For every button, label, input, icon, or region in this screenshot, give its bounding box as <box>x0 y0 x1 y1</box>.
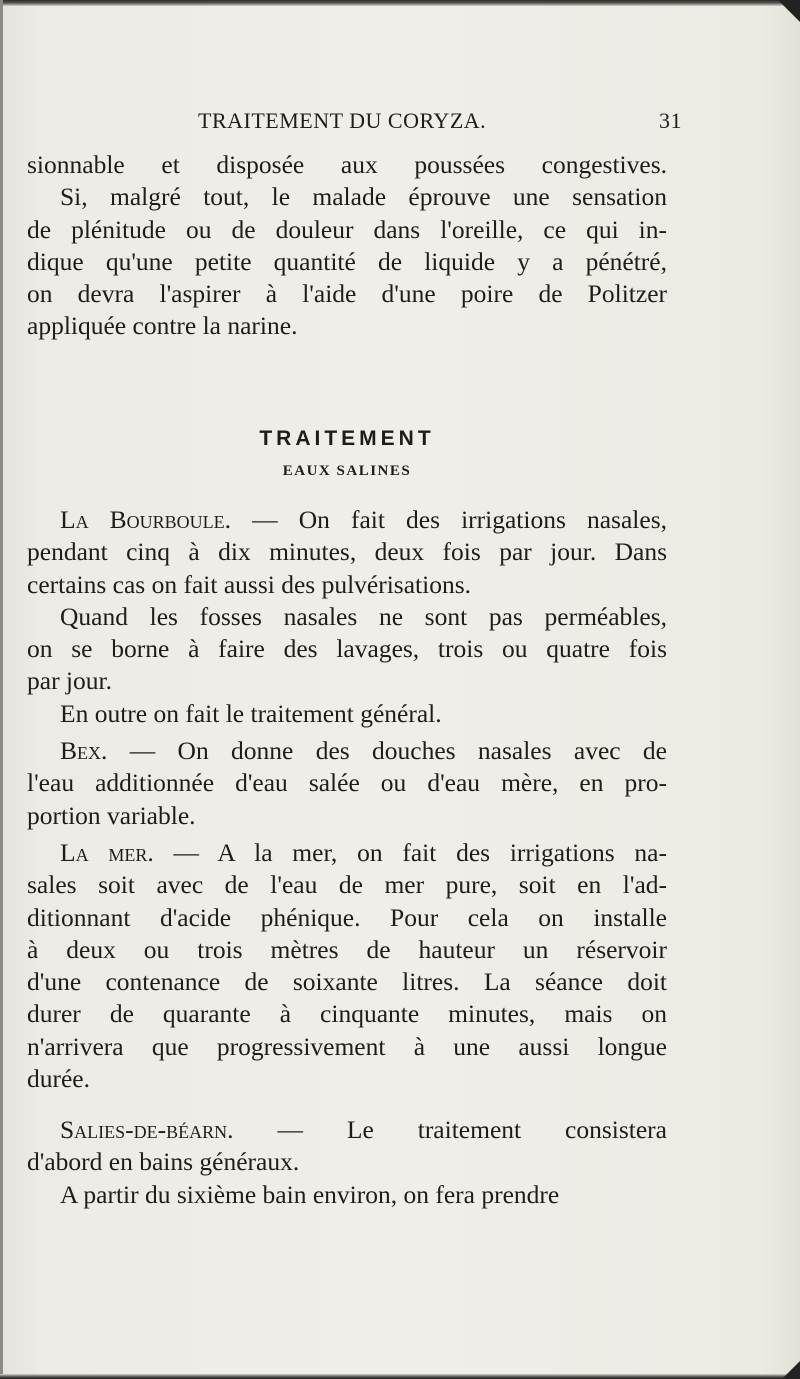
text-line: n'arrivera que progressivement à une aussi longue <box>27 1031 667 1061</box>
page-corner-top-right <box>778 0 800 22</box>
text-line: durée. <box>27 1064 91 1094</box>
text-line <box>27 1114 667 1146</box>
text-line: appliquée contre la narine. <box>27 311 298 341</box>
text-line: sionnable et disposée aux poussées congestives. <box>27 150 667 179</box>
page-bottom-edge <box>0 1374 800 1379</box>
text-line <box>27 837 667 869</box>
text-line: En outre on fait le traitement général. <box>60 698 442 728</box>
intro-paragraph <box>27 149 667 343</box>
entry-text: — Le traitement consistera <box>233 1115 667 1144</box>
text-line: Quand les fosses nasales ne sont pas perméables, <box>60 601 667 631</box>
entry-text: — A la mer, on fait des irrigations na- <box>153 838 667 867</box>
text-line: durer de quarante à cinquante minutes, mais on <box>27 999 667 1029</box>
entry-name: La mer. <box>60 838 154 867</box>
text-line: sales soit avec de l'eau de mer pure, soit en l'ad- <box>27 870 667 900</box>
text-line: ditionnant d'acide phénique. Pour cela on installe <box>27 902 667 932</box>
entry-bex <box>27 735 667 832</box>
text-line: on se borne à faire des lavages, trois ou quatre fois <box>27 634 667 664</box>
text-line: d'une contenance de soixante litres. La séance doit <box>27 967 667 997</box>
text-line: par jour. <box>27 666 112 696</box>
running-head <box>198 108 682 140</box>
text-line: on devra l'aspirer à l'aide d'une poire de Politzer <box>27 279 667 309</box>
entry-name: La Bourboule. <box>60 505 232 534</box>
text-line: de plénitude ou de douleur dans l'oreille, ce qui in- <box>27 214 667 244</box>
text-line <box>27 735 667 767</box>
text-line: portion variable. <box>27 800 196 830</box>
entry-text: — On fait des irrigations nasales, <box>231 505 667 534</box>
text-line: pendant cinq à dix minutes, deux fois par jour. Dans <box>27 537 667 567</box>
entry-bourboule <box>27 504 667 730</box>
running-head-title: TRAITEMENT DU CORYZA. <box>198 108 487 133</box>
section-heading: TRAITEMENT <box>259 427 435 450</box>
entry-salies-de-bearn <box>27 1114 667 1211</box>
section-subheading: EAUX SALINES <box>282 463 412 479</box>
text-line <box>27 504 667 536</box>
text-line: d'abord en bains généraux. <box>27 1147 300 1177</box>
text-line: l'eau additionnée d'eau salée ou d'eau mère, en pro- <box>27 768 667 798</box>
text-line: Si, malgré tout, le malade éprouve une sensation <box>60 182 667 212</box>
entry-name: Salies-de-béarn. <box>60 1115 234 1144</box>
text-line: dique qu'une petite quantité de liquide y a pénétré, <box>27 246 667 276</box>
entry-la-mer <box>27 837 667 1095</box>
entry-text: — On donne des douches nasales avec de <box>107 736 667 765</box>
text-line: A partir du sixième bain environ, on fera prendre <box>60 1179 560 1209</box>
page-left-edge <box>0 0 3 1379</box>
page-top-edge <box>0 0 800 6</box>
page-number: 31 <box>659 108 682 133</box>
entry-name: Bex. <box>60 736 108 765</box>
text-line: à deux ou trois mètres de hauteur un réservoir <box>27 934 667 964</box>
page-corner-bottom-right <box>782 1361 800 1379</box>
text-line: certains cas on fait aussi des pulvérisations. <box>27 569 472 599</box>
